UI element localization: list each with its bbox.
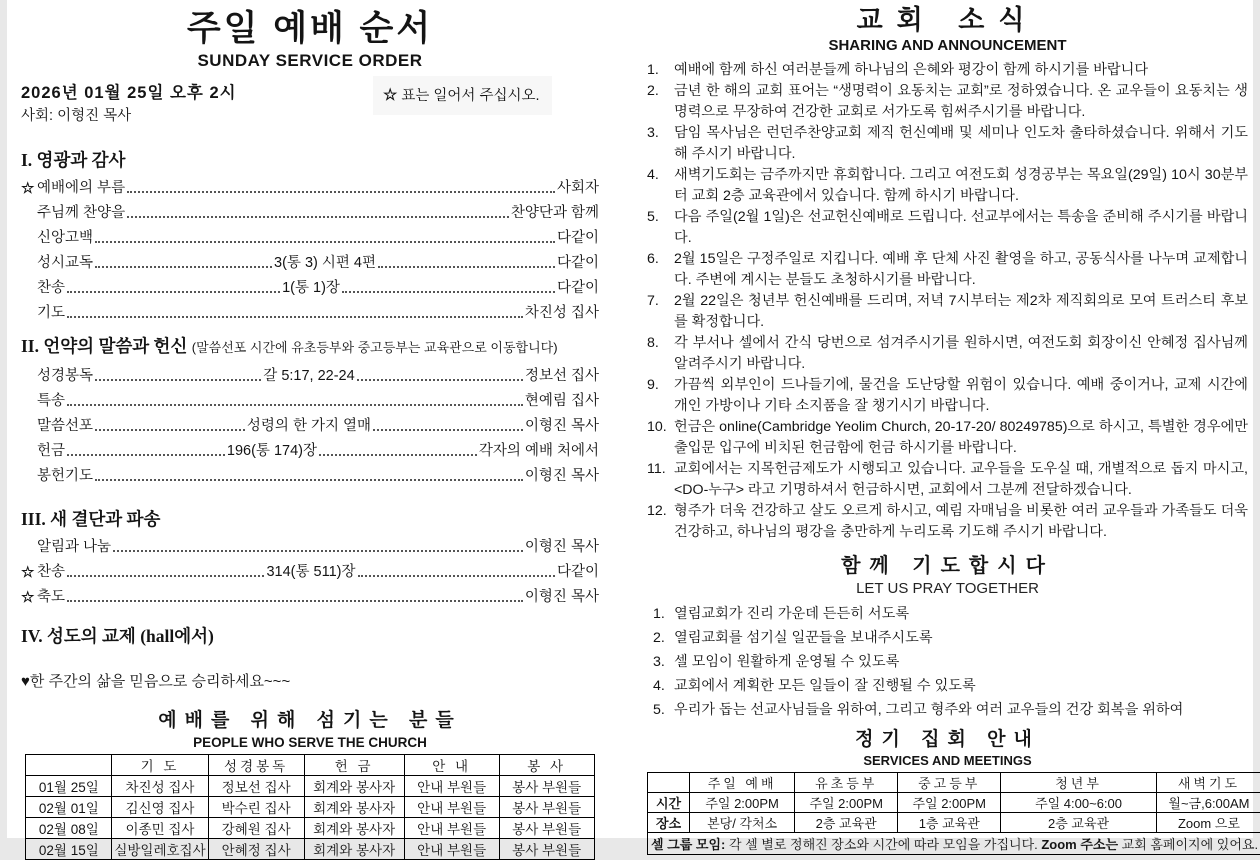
service-line [21, 360, 599, 385]
service-line [21, 531, 599, 556]
table-cell: 본당/ 각처소 [690, 813, 795, 833]
star-icon: ☆ [21, 179, 37, 197]
service-line-center: 196(통 174)장 [227, 439, 317, 460]
table-header-cell: 안 내 [404, 755, 499, 776]
announcement-text: 각 부서나 셀에서 간식 당번으로 섬겨주시기를 원하시면, 여전도회 회장이신 안혜정 집사님께 알려주시기 바랍니다. [674, 333, 1248, 375]
service-section-heading: III. 새 결단과 파송 [21, 507, 599, 531]
table-footer-cell [648, 833, 1260, 855]
announcement-number: 6. [647, 249, 674, 291]
announcement-item [647, 60, 1248, 81]
dotted-leader [357, 379, 523, 381]
service-line-center: 1(통 1)장 [282, 276, 340, 297]
table-header-cell: 주일 예배 [690, 773, 795, 793]
service-line-person: 이형진 목사 [525, 535, 599, 556]
table-cell: 이종민 집사 [112, 818, 208, 839]
service-line-person: 다같이 [557, 226, 599, 247]
service-line-label: 찬송 [37, 560, 65, 581]
dotted-leader [67, 454, 225, 456]
table-cell: 회계와 봉사자 [304, 839, 404, 860]
service-line-label: 알림과 나눔 [37, 535, 111, 556]
table-header-cell: 기 도 [112, 755, 208, 776]
table-cell: 회계와 봉사자 [304, 776, 404, 797]
service-line [21, 581, 599, 606]
announcement-number: 2. [647, 81, 674, 123]
announcement-text: 2월 22일은 청년부 헌신예배를 드리며, 저녁 7시부터는 제2차 제직회의로 모여 트러스티 후보를 확정합니다. [674, 291, 1248, 333]
prayer-number: 2. [647, 626, 674, 650]
table-cell: 봉사 부원들 [499, 776, 594, 797]
service-line-label: 특송 [37, 389, 65, 410]
table-row [26, 797, 594, 818]
announcement-text: 교회에서는 지목헌금제도가 시행되고 있습니다. 교우들을 도우실 때, 개별적으로 돕지 마시고, <DO-누구> 라고 기명하셔서 헌금하시면, 교회에서 그분께 전달하겠습니다. [674, 459, 1248, 501]
bulletin-page [7, 0, 1253, 838]
service-date: 2026년 01월 25일 오후 2시 [21, 80, 599, 106]
service-section [21, 624, 599, 648]
announcement-text: 2월 15일은 구정주일로 지킵니다. 예배 후 단체 사진 촬영을 하고, 공동식사를 나누며 교제합니다. 주변에 계시는 분들도 초청하시기를 바랍니다. [674, 249, 1248, 291]
announcement-item [647, 249, 1248, 291]
service-line [21, 297, 599, 322]
table-cell: 강혜원 집사 [208, 818, 304, 839]
prayer-text: 셀 모임이 원활하게 운영될 수 있도록 [674, 650, 899, 674]
service-section-heading: IV. 성도의 교제 (hall에서) [21, 624, 599, 648]
serve-table-subtitle: PEOPLE WHO SERVE THE CHURCH [21, 734, 599, 751]
service-line-label: 찬송 [37, 276, 65, 297]
table-cell: 2층 교육관 [795, 813, 898, 833]
table-cell: 차진성 집사 [112, 776, 208, 797]
service-order-column [21, 8, 599, 860]
dotted-leader [95, 266, 272, 268]
table-header-cell: 헌 금 [304, 755, 404, 776]
service-line-label: 기도 [37, 301, 65, 322]
news-title: 교회 소식 [647, 4, 1248, 36]
table-cell: Zoom 으로 [1156, 813, 1260, 833]
prayer-item [647, 698, 1248, 722]
announcement-item [647, 417, 1248, 459]
announcement-number: 3. [647, 123, 674, 165]
announcement-item [647, 123, 1248, 165]
table-header-cell: 성경봉독 [208, 755, 304, 776]
service-section-heading-note: (말씀선포 시간에 유초등부와 중고등부는 교육관으로 이동합니다) [192, 340, 558, 355]
prayer-subtitle: LET US PRAY TOGETHER [647, 579, 1248, 599]
announcement-text: 새벽기도회는 금주까지만 휴회합니다. 그리고 여전도회 성경공부는 목요일(29일) 10시 30분부터 교회 2층 교육관에서 있습니다. 함께 하시기 바랍니다. [674, 165, 1248, 207]
dotted-leader [113, 550, 523, 552]
service-section [21, 148, 599, 322]
dotted-leader [95, 379, 261, 381]
table-cell: 봉사 부원들 [499, 839, 594, 860]
service-line [21, 247, 599, 272]
service-order-sections [21, 148, 599, 648]
dotted-leader [319, 454, 477, 456]
footer-bold-text: 셀 그룹 모임: [651, 837, 725, 852]
prayer-text: 열림교회가 진리 가운데 든든히 서도록 [674, 602, 909, 626]
service-line-person: 다같이 [557, 560, 599, 581]
announcement-number: 8. [647, 333, 674, 375]
service-line-person: 이형진 목사 [525, 464, 599, 485]
service-line [21, 460, 599, 485]
announcement-number: 4. [647, 165, 674, 207]
service-section-heading: I. 영광과 감사 [21, 148, 599, 172]
serve-table [25, 754, 594, 860]
table-row [648, 793, 1260, 813]
service-line-person: 다같이 [557, 276, 599, 297]
service-line-center: 갈 5:17, 22-24 [263, 364, 354, 385]
service-date-block [21, 80, 599, 132]
prayer-list [647, 602, 1248, 722]
dotted-leader [127, 191, 555, 193]
announcement-number: 5. [647, 207, 674, 249]
dotted-leader [95, 429, 245, 431]
table-row [26, 818, 594, 839]
table-cell: 주일 2:00PM [898, 793, 1001, 813]
table-header-cell: 중고등부 [898, 773, 1001, 793]
table-cell: 안내 부원들 [404, 839, 499, 860]
table-cell: 실방일레호집사 [112, 839, 208, 860]
announcement-item [647, 81, 1248, 123]
dotted-leader [67, 291, 280, 293]
table-row [26, 776, 594, 797]
announcement-item [647, 375, 1248, 417]
service-line [21, 197, 599, 222]
service-line-person: 현예림 집사 [525, 389, 599, 410]
blessing-line: ♥한 주간의 삶을 믿음으로 승리하세요~~~ [21, 672, 599, 692]
dotted-leader [342, 291, 555, 293]
service-line [21, 272, 599, 297]
table-header-cell: 청년부 [1001, 773, 1157, 793]
service-line [21, 435, 599, 460]
prayer-title: 함께 기도합시다 [647, 553, 1248, 579]
service-section [21, 334, 599, 485]
table-cell: 안내 부원들 [404, 818, 499, 839]
table-header-row [26, 755, 594, 776]
service-line-label: 헌금 [37, 439, 65, 460]
table-cell: 주일 4:00~6:00 [1001, 793, 1157, 813]
service-line [21, 410, 599, 435]
announcement-number: 9. [647, 375, 674, 417]
dotted-leader [127, 216, 509, 218]
prayer-number: 1. [647, 602, 674, 626]
service-line-person: 차진성 집사 [525, 301, 599, 322]
footer-text: 교회 홈페이지에 있어요. [1118, 837, 1258, 852]
service-line-center: 3(통 3) 시편 4편 [274, 251, 376, 272]
service-line-center: 성령의 한 가지 열매 [247, 414, 371, 435]
table-cell: 회계와 봉사자 [304, 818, 404, 839]
service-line-label: 주님께 찬양을 [37, 201, 125, 222]
announcement-list [647, 60, 1248, 543]
table-cell: 01월 25일 [26, 776, 112, 797]
service-line-center: 314(통 511)장 [266, 560, 355, 581]
dotted-leader [95, 241, 555, 243]
service-line-label: 봉헌기도 [37, 464, 93, 485]
dotted-leader [358, 575, 555, 577]
service-line-person: 사회자 [557, 176, 599, 197]
star-icon: ☆ [383, 87, 397, 104]
table-cell: 봉사 부원들 [499, 797, 594, 818]
dotted-leader [67, 600, 523, 602]
footer-text: 각 셀 별로 정해진 장소와 시간에 따라 모임을 가집니다. [725, 837, 1041, 852]
service-line [21, 172, 599, 197]
announcement-text: 헌금은 online(Cambridge Yeolim Church, 20-17-20/ 80249785)으로 하시고, 특별한 경우에만 출입문 입구에 비치된 헌금함에 헌금 하시기를 바랍니다. [674, 417, 1248, 459]
service-line [21, 385, 599, 410]
service-line [21, 556, 599, 581]
service-section [21, 507, 599, 606]
table-cell: 2층 교육관 [1001, 813, 1157, 833]
service-order-subtitle: SUNDAY SERVICE ORDER [21, 50, 599, 72]
dotted-leader [378, 266, 555, 268]
service-line-person: 다같이 [557, 251, 599, 272]
table-header-cell [648, 773, 690, 793]
service-order-title: 주일 예배 순서 [21, 8, 599, 50]
prayer-item [647, 602, 1248, 626]
table-cell: 02월 08일 [26, 818, 112, 839]
dotted-leader [373, 429, 523, 431]
announcements-column [647, 4, 1248, 855]
meetings-subtitle: SERVICES AND MEETINGS [647, 752, 1248, 769]
table-header-cell: 유초등부 [795, 773, 898, 793]
dotted-leader [67, 404, 523, 406]
announcement-number: 12. [647, 501, 674, 543]
table-header-cell: 봉 사 [499, 755, 594, 776]
table-cell: 박수린 집사 [208, 797, 304, 818]
announcement-text: 금년 한 해의 교회 표어는 “생명력이 요동치는 교회”로 정하였습니다. 온 교우들이 요동치는 생명력으로 무장하여 건강한 교회로 서가도록 힘써주시기를 바랍니다. [674, 81, 1248, 123]
stand-note-text: 표는 일어서 주십시오. [401, 88, 539, 104]
table-cell: 장소 [648, 813, 690, 833]
prayer-text: 우리가 돕는 선교사님들을 위하여, 그리고 형주와 여러 교우들의 건강 회복을 위하여 [674, 698, 1183, 722]
announcement-number: 10. [647, 417, 674, 459]
announcement-item [647, 501, 1248, 543]
star-icon: ☆ [21, 588, 37, 606]
prayer-item [647, 650, 1248, 674]
service-line-label: 예배에의 부름 [37, 176, 125, 197]
prayer-text: 열림교회를 섬기실 일꾼들을 보내주시도록 [674, 626, 933, 650]
table-cell: 02월 01일 [26, 797, 112, 818]
announcement-text: 형주가 더욱 건강하고 살도 오르게 하시고, 예림 자매님을 비롯한 여러 교우들과 가족들도 더욱 건강하고, 하나님의 평강을 충만하게 누리도록 기도해 주시기 바랍니다. [674, 501, 1248, 543]
table-cell: 월~금,6:00AM [1156, 793, 1260, 813]
dotted-leader [67, 316, 523, 318]
announcement-text: 예배에 함께 하신 여러분들께 하나님의 은혜와 평강이 함께 하시기를 바랍니다 [674, 60, 1248, 81]
prayer-text: 교회에서 계획한 모든 일들이 잘 진행될 수 있도록 [674, 674, 976, 698]
table-header-cell [26, 755, 112, 776]
announcement-item [647, 207, 1248, 249]
announcement-item [647, 459, 1248, 501]
table-cell: 봉사 부원들 [499, 818, 594, 839]
announcement-number: 7. [647, 291, 674, 333]
table-row [648, 813, 1260, 833]
announcement-number: 11. [647, 459, 674, 501]
table-cell: 1층 교육관 [898, 813, 1001, 833]
dotted-leader [95, 479, 523, 481]
news-subtitle: SHARING AND ANNOUNCEMENT [647, 36, 1248, 56]
serve-table-title: 예배를 위해 섬기는 분들 [21, 708, 599, 734]
table-row [26, 839, 594, 860]
table-footer-row [648, 833, 1260, 855]
service-line-person: 찬양단과 함께 [511, 201, 599, 222]
service-line-label: 성시교독 [37, 251, 93, 272]
prayer-number: 4. [647, 674, 674, 698]
table-header-row [648, 773, 1260, 793]
service-section-heading: II. 언약의 말씀과 헌신 (말씀선포 시간에 유초등부와 중고등부는 교육관으로 이동합니다) [21, 334, 599, 360]
table-cell: 김신영 집사 [112, 797, 208, 818]
prayer-number: 3. [647, 650, 674, 674]
stand-note [373, 76, 552, 115]
announcement-text: 다음 주일(2월 1일)은 선교헌신예배로 드립니다. 선교부에서는 특송을 준비해 주시기를 바랍니다. [674, 207, 1248, 249]
announcement-text: 가끔씩 외부인이 드나들기에, 물건을 도난당할 위험이 있습니다. 예배 중이거나, 교제 시간에 개인 가방이나 기타 소지품을 잘 챙기시기 바랍니다. [674, 375, 1248, 417]
service-line-person: 이형진 목사 [525, 585, 599, 606]
table-cell: 주일 2:00PM [795, 793, 898, 813]
prayer-item [647, 626, 1248, 650]
service-line-label: 성경봉독 [37, 364, 93, 385]
meetings-title: 정기 집회 안내 [647, 728, 1248, 752]
dotted-leader [67, 575, 264, 577]
service-line-person: 이형진 목사 [525, 414, 599, 435]
prayer-number: 5. [647, 698, 674, 722]
announcement-item [647, 291, 1248, 333]
service-moderator: 사회: 이형진 목사 [21, 106, 599, 126]
star-icon: ☆ [21, 563, 37, 581]
prayer-item [647, 674, 1248, 698]
footer-bold-text: Zoom 주소는 [1041, 837, 1118, 852]
service-line-label: 말씀선포 [37, 414, 93, 435]
table-cell: 안내 부원들 [404, 797, 499, 818]
table-cell: 시간 [648, 793, 690, 813]
table-cell: 02월 15일 [26, 839, 112, 860]
service-line-person: 정보선 집사 [525, 364, 599, 385]
service-line-person: 각자의 예배 처에서 [479, 439, 599, 460]
service-line-label: 신앙고백 [37, 226, 93, 247]
announcement-text: 담임 목사님은 런던주찬양교회 제직 헌신예배 및 세미나 인도차 출타하셨습니다. 위해서 기도해 주시기 바랍니다. [674, 123, 1248, 165]
table-cell: 안내 부원들 [404, 776, 499, 797]
meetings-table [647, 772, 1260, 855]
service-line [21, 222, 599, 247]
announcement-item [647, 165, 1248, 207]
table-cell: 주일 2:00PM [690, 793, 795, 813]
service-line-label: 축도 [37, 585, 65, 606]
table-cell: 안혜정 집사 [208, 839, 304, 860]
announcement-number: 1. [647, 60, 674, 81]
table-cell: 정보선 집사 [208, 776, 304, 797]
table-header-cell: 새벽기도 [1156, 773, 1260, 793]
table-cell: 회계와 봉사자 [304, 797, 404, 818]
announcement-item [647, 333, 1248, 375]
